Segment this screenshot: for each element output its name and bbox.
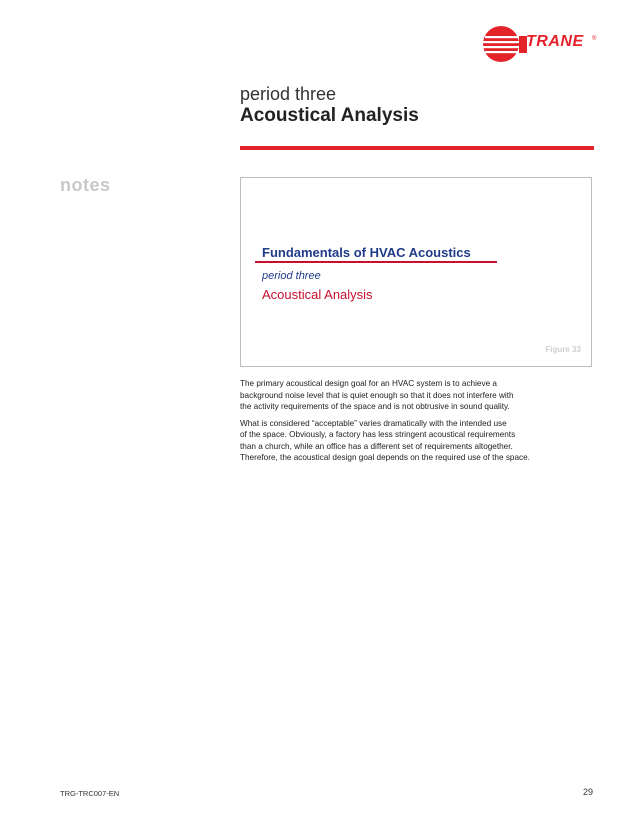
- body-text: [240, 378, 600, 469]
- figure-title: Acoustical Analysis: [262, 287, 373, 302]
- figure-frame: [240, 177, 592, 367]
- period-subtitle: period three: [240, 84, 337, 104]
- notes-label: notes: [60, 175, 111, 195]
- registered-mark: ®: [592, 36, 597, 42]
- document-code: TRG-TRC007-EN: [60, 789, 120, 798]
- figure-heading-underline: [255, 261, 497, 263]
- body-paragraph: What is considered “acceptable” varies dramatically with the intended use of the space. Obviously, a factory has less stringent acoustical requirements than a church, while an office has a different set of requirements altogether. Therefore, the acoustical design goal depends on the required use of the space.: [240, 418, 530, 462]
- brand-logo-text: TRANE: [526, 33, 584, 50]
- body-paragraph: The primary acoustical design goal for an HVAC system is to achieve a background noise level that is quiet enough so that it does not interfere with the activity requirements of the space and is not obtrusive in sound quality.: [240, 379, 514, 411]
- figure-heading: Fundamentals of HVAC Acoustics: [262, 245, 471, 260]
- page-number: 29: [583, 787, 594, 797]
- header-divider: [240, 146, 594, 150]
- figure-label: Figure 33: [545, 345, 581, 354]
- figure-period: period three: [262, 270, 321, 282]
- page-title: Acoustical Analysis: [240, 105, 419, 126]
